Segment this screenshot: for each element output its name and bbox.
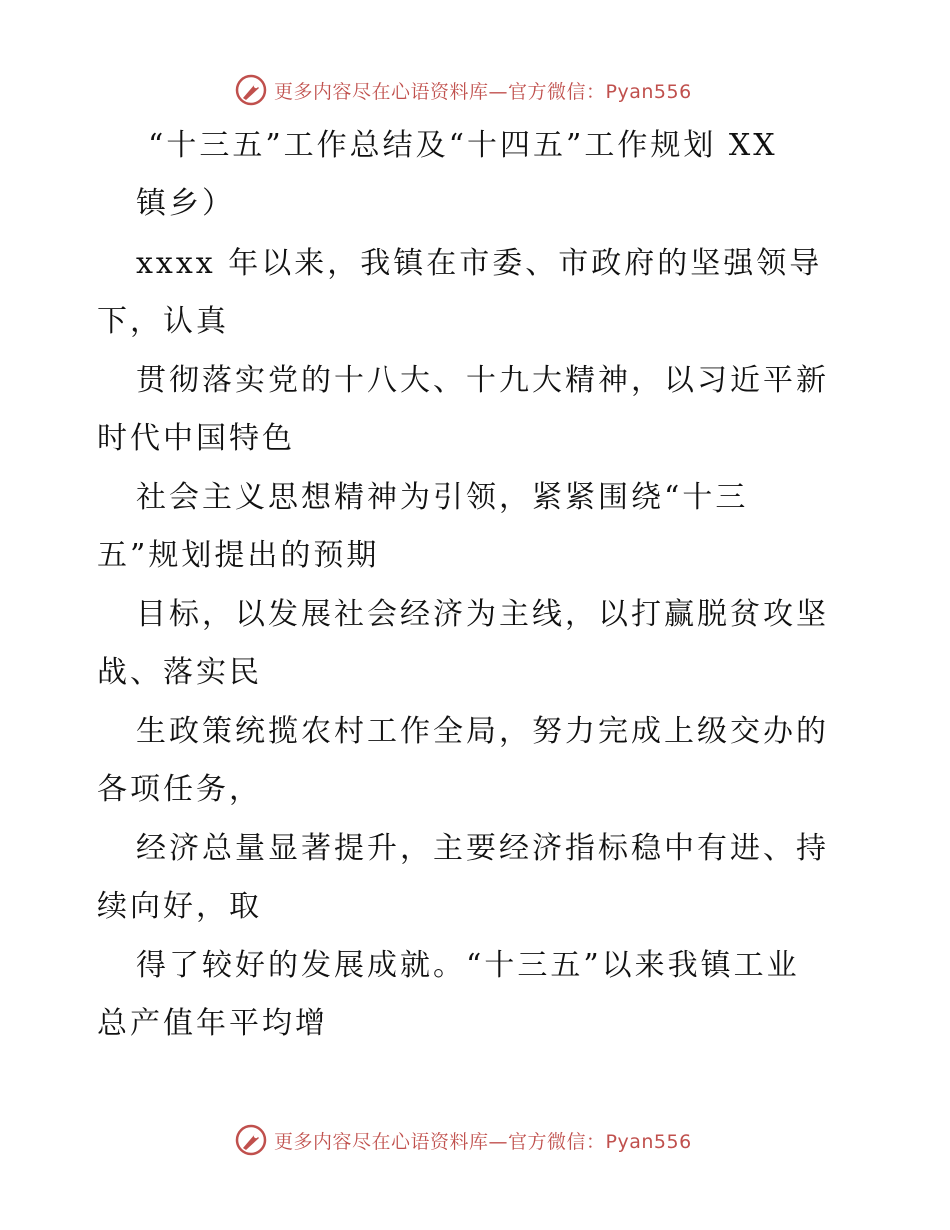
doc-line: 续向好，取 <box>97 889 262 924</box>
watermark-text: 更多内容尽在心语资料库—官方微信：Pyan556 <box>274 80 692 103</box>
watermark-banner-bottom <box>234 1120 692 1160</box>
watermark-text: 更多内容尽在心语资料库—官方微信：Pyan556 <box>274 1130 692 1153</box>
doc-line: 目标，以发展社会经济为主线，以打赢脱贫攻坚 <box>136 597 829 632</box>
doc-line: 五”规划提出的预期 <box>97 538 380 573</box>
doc-line: 得了较好的发展成就。“十三五”以来我镇工业 <box>136 948 800 983</box>
pen-nib-logo-icon <box>234 1123 268 1157</box>
doc-line: 下，认真 <box>97 304 229 339</box>
doc-line: 生政策统揽农村工作全局，努力完成上级交办的 <box>136 714 829 749</box>
doc-line: 时代中国特色 <box>97 421 295 456</box>
doc-line: xxxx 年以来，我镇在市委、市政府的坚强领导 <box>136 246 823 281</box>
doc-line: 社会主义思想精神为引领，紧紧围绕“十三 <box>136 480 749 515</box>
doc-line: 贯彻落实党的十八大、十九大精神，以习近平新 <box>136 363 829 398</box>
doc-line: 总产值年平均增 <box>97 1006 328 1041</box>
doc-line: 经济总量显著提升，主要经济指标稳中有进、持 <box>136 831 829 866</box>
doc-line: 镇乡） <box>136 186 235 221</box>
doc-line: 战、落实民 <box>97 655 262 690</box>
pen-nib-logo-icon <box>234 73 268 107</box>
watermark-banner-top <box>234 70 692 110</box>
doc-line: “十三五”工作总结及“十四五”工作规划 XX <box>148 128 778 163</box>
doc-line: 各项任务， <box>97 772 262 807</box>
